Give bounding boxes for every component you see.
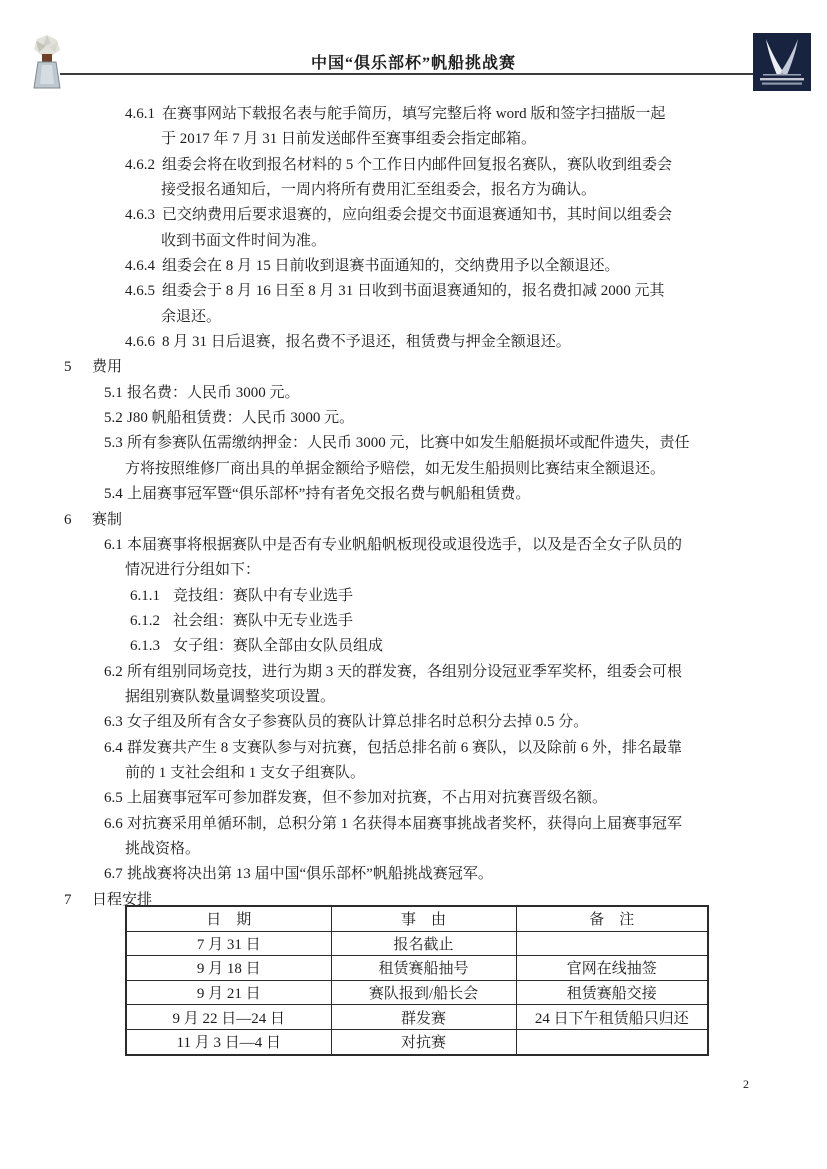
table-cell [516, 931, 708, 956]
doc-line [0, 279, 827, 304]
item-text: 在赛事网站下载报名表与舵手简历，填写完整后将 word 版和签字扫描版一起 [162, 106, 666, 122]
item-text: J80 帆船租赁费：人民币 3000 元。 [127, 410, 355, 427]
item-number: 6.6 [104, 815, 123, 832]
schedule-table [125, 905, 709, 1056]
item-number: 6.5 [104, 790, 123, 807]
item-text: 上届赛事冠军可参加群发赛，但不参加对抗赛，不占用对抗赛晋级名额。 [127, 790, 608, 807]
item-number: 6.3 [104, 714, 123, 731]
table-cell: 9 月 21 日 [126, 980, 331, 1005]
doc-line [0, 508, 827, 533]
doc-line [0, 431, 827, 456]
item-text: 费用 [92, 359, 123, 376]
doc-line [0, 127, 827, 152]
column-header: 备 注 [516, 906, 708, 931]
item-text: 挑战资格。 [125, 840, 201, 857]
crossed-sails-logo [753, 33, 811, 91]
table-cell: 租赁赛船交接 [516, 980, 708, 1005]
item-text: 日程安排 [92, 891, 153, 908]
table-row [126, 956, 708, 981]
item-number: 6.4 [104, 739, 123, 756]
item-number: 6.1 [104, 536, 123, 553]
document-body [0, 102, 827, 913]
column-header: 日 期 [126, 906, 331, 931]
item-number: 4.6.4 [125, 258, 155, 275]
doc-line [0, 862, 827, 887]
item-number: 6.7 [104, 866, 123, 883]
table-row [126, 1005, 708, 1030]
doc-line [0, 685, 827, 710]
page-title: 中国“俱乐部杯”帆船挑战赛 [310, 55, 516, 72]
table-cell: 9 月 18 日 [126, 956, 331, 981]
doc-line [0, 786, 827, 811]
table-cell: 11 月 3 日—4 日 [126, 1029, 331, 1054]
doc-line [0, 558, 827, 583]
crossed-sails-icon [753, 33, 811, 91]
item-number: 5.2 [104, 410, 123, 427]
item-text: 据组别赛队数量调整奖项设置。 [125, 688, 336, 705]
doc-line [0, 178, 827, 203]
item-number: 5.3 [104, 435, 123, 452]
item-text: 群发赛共产生 8 支赛队参与对抗赛，包括总排名前 6 赛队，以及除前 6 外，排名最靠 [127, 739, 683, 756]
doc-line [0, 660, 827, 685]
item-text: 赛制 [92, 511, 123, 528]
doc-line [0, 203, 827, 228]
item-number: 7 [64, 891, 72, 908]
doc-line [0, 254, 827, 279]
item-text: 前的 1 支社会组和 1 支女子组赛队。 [125, 764, 366, 781]
doc-line [0, 406, 827, 431]
item-text: 组委会在 8 月 15 日前收到退赛书面通知的，交纳费用予以全额退还。 [162, 258, 620, 275]
table-row [126, 1029, 708, 1054]
doc-line [0, 837, 827, 862]
item-text: 组委会于 8 月 16 日至 8 月 31 日收到书面退赛通知的，报名费扣减 2000 元其 [162, 283, 665, 300]
item-text: 本届赛事将根据赛队中是否有专业帆船帆板现役或退役选手，以及是否全女子队员的 [127, 536, 683, 553]
item-text: 8 月 31 日后退赛，报名费不予退还，租赁费与押金全额退还。 [162, 334, 571, 351]
column-header: 事 由 [331, 906, 516, 931]
item-text: 报名费：人民币 3000 元。 [127, 384, 300, 401]
doc-line [0, 355, 827, 380]
item-text: 于 2017 年 7 月 31 日前发送邮件至赛事组委会指定邮箱。 [161, 131, 537, 148]
doc-line [0, 533, 827, 558]
item-text: 余退还。 [161, 308, 222, 325]
doc-line [0, 381, 827, 406]
item-text: 女子组及所有含女子参赛队员的赛队计算总排名时总积分去掉 0.5 分。 [127, 714, 589, 731]
item-number: 6.1.1 [130, 587, 160, 604]
item-text: 对抗赛采用单循环制，总积分第 1 名获得本届赛事挑战者奖杯，获得向上届赛事冠军 [127, 815, 683, 832]
item-text: 所有组别同场竞技，进行为期 3 天的群发赛，各组别分设冠亚季军奖杯，组委会可根 [127, 663, 683, 680]
table-row [126, 980, 708, 1005]
item-text: 收到书面文件时间为准。 [161, 232, 327, 249]
doc-line [0, 634, 827, 659]
item-text: 女子组：赛队全部由女队员组成 [173, 638, 384, 655]
table-cell: 赛队报到/船长会 [331, 980, 516, 1005]
item-number: 6 [64, 511, 72, 528]
item-number: 6.1.2 [130, 612, 160, 629]
table-cell: 对抗赛 [331, 1029, 516, 1054]
item-text: 已交纳费用后要求退赛的，应向组委会提交书面退赛通知书，其时间以组委会 [162, 207, 673, 224]
table-header-row [126, 906, 708, 931]
table-cell: 7 月 31 日 [126, 931, 331, 956]
item-number: 4.6.5 [125, 283, 155, 300]
item-text: 情况进行分组如下： [125, 562, 261, 579]
table-cell: 报名截止 [331, 931, 516, 956]
doc-line [0, 482, 827, 507]
doc-line [0, 330, 827, 355]
table-cell: 9 月 22 日—24 日 [126, 1005, 331, 1030]
item-text: 挑战赛将决出第 13 届中国“俱乐部杯”帆船挑战赛冠军。 [127, 866, 493, 883]
item-number: 4.6.2 [125, 156, 155, 173]
doc-line [0, 584, 827, 609]
item-number: 5 [64, 359, 72, 376]
table-cell: 官网在线抽签 [516, 956, 708, 981]
doc-line [0, 457, 827, 482]
doc-line [0, 609, 827, 634]
item-text: 组委会将在收到报名材料的 5 个工作日内邮件回复报名赛队，赛队收到组委会 [162, 156, 673, 173]
item-number: 6.1.3 [130, 638, 160, 655]
item-text: 所有参赛队伍需缴纳押金：人民币 3000 元，比赛中如发生船艇损坏或配件遗失，责任 [127, 435, 690, 452]
doc-line [0, 102, 827, 127]
table-row [126, 931, 708, 956]
page-number: 2 [743, 1077, 749, 1091]
item-number: 4.6.6 [125, 334, 155, 351]
item-text: 竞技组：赛队中有专业选手 [173, 587, 354, 604]
header-divider [60, 73, 757, 75]
item-number: 5.1 [104, 384, 123, 401]
doc-line [0, 305, 827, 330]
doc-line [0, 710, 827, 735]
item-number: 4.6.3 [125, 207, 155, 224]
doc-line [0, 153, 827, 178]
item-text: 接受报名通知后，一周内将所有费用汇至组委会，报名方为确认。 [161, 182, 597, 199]
table-cell [516, 1029, 708, 1054]
item-text: 社会组：赛队中无专业选手 [173, 612, 354, 629]
doc-line [0, 229, 827, 254]
table-cell: 租赁赛船抽号 [331, 956, 516, 981]
table-cell: 群发赛 [331, 1005, 516, 1030]
item-text: 上届赛事冠军暨“俱乐部杯”持有者免交报名费与帆船租赁费。 [127, 486, 531, 503]
doc-line [0, 736, 827, 761]
item-number: 6.2 [104, 663, 123, 680]
doc-line [0, 812, 827, 837]
item-number: 4.6.1 [125, 106, 155, 122]
item-number: 5.4 [104, 486, 123, 503]
table-cell: 24 日下午租赁船只归还 [516, 1005, 708, 1030]
doc-line [0, 761, 827, 786]
item-text: 方将按照维修厂商出具的单据金额给予赔偿，如无发生船损则比赛结束全额退还。 [125, 460, 666, 477]
